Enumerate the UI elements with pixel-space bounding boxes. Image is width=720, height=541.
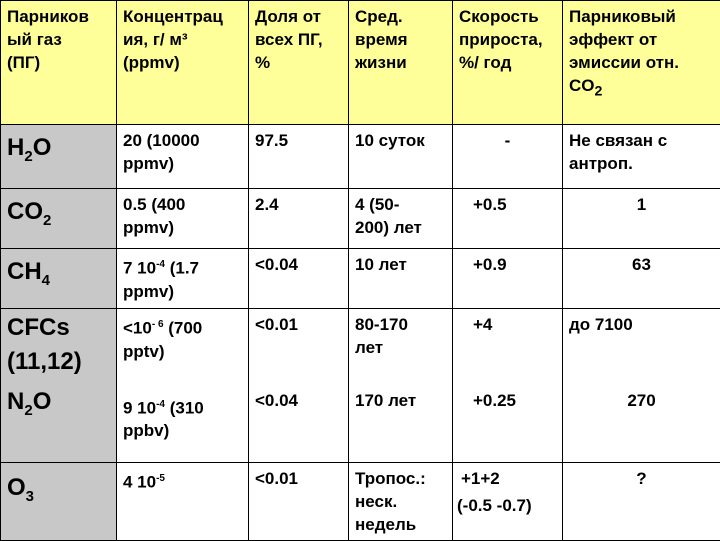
share-cell: 2.4 <box>249 189 349 249</box>
concentration-cell <box>117 249 249 309</box>
life-line: 200) лет <box>355 216 446 239</box>
conc-line: $<10^{- 6}$ (700 <box>123 313 242 340</box>
header-gas <box>1 1 117 125</box>
lifetime-cell <box>349 189 453 249</box>
conc-line: pptv) <box>123 340 242 363</box>
table-row <box>1 249 720 309</box>
growth-line: +0.5 <box>459 193 556 216</box>
conc-line: ppmv) <box>123 280 242 303</box>
conc-line: 7 $10^{-4}$ (1.7 <box>123 253 242 280</box>
gas-line: (11,12) <box>7 345 110 379</box>
effect-line: 1 <box>569 193 714 216</box>
effect-line: 63 <box>569 253 714 276</box>
conc-line: 20 (10000 <box>123 129 242 152</box>
header-life-line: время <box>355 28 446 51</box>
effect-line: Не связан с <box>569 129 714 152</box>
growth-line: - <box>459 129 556 152</box>
life-line: недель <box>355 513 446 536</box>
effect-line: 270 <box>569 389 714 412</box>
lifetime-cell <box>349 125 453 189</box>
table-row <box>1 125 720 189</box>
conc-line: 9 $10^{-4}$ (310 <box>123 393 242 420</box>
table-row <box>1 189 720 249</box>
concentration-cell <box>117 189 249 249</box>
conc-line: ppbv) <box>123 419 242 442</box>
header-conc-line: (ppmv) <box>123 51 242 74</box>
conc-line: 0.5 (400 <box>123 193 242 216</box>
life-line: 80-170 <box>355 313 446 336</box>
growth-line: (-0.5 -0.7) <box>457 494 556 517</box>
life-line: 170 лет <box>355 389 446 412</box>
conc-line: 4 $10^{-5}$ <box>123 467 242 494</box>
gas-name: $H_2O$ <box>1 125 117 189</box>
share-cell: <0.04 <box>249 249 349 309</box>
header-gas-line: ый газ <box>7 28 110 51</box>
effect-cell <box>563 249 720 309</box>
growth-cell <box>453 309 563 463</box>
conc-line: ppmv) <box>123 152 242 175</box>
table-row <box>1 463 720 541</box>
header-effect-line: $CO_2$ <box>569 74 714 103</box>
gas-name: $CO_2$ <box>1 189 117 249</box>
life-line: 4 (50- <box>355 193 446 216</box>
concentration-cell <box>117 463 249 541</box>
gas-name <box>1 309 117 463</box>
header-effect-line: эмиссии отн. <box>569 51 714 74</box>
life-line: неск. <box>355 490 446 513</box>
effect-cell <box>563 463 720 541</box>
header-effect <box>563 1 720 125</box>
gas-name: $CH_4$ <box>1 249 117 309</box>
life-line: лет <box>355 336 446 359</box>
header-share-line: всех ПГ, <box>255 28 342 51</box>
concentration-cell <box>117 309 249 463</box>
header-conc-line: ия, г/ м³ <box>123 28 242 51</box>
growth-line: +0.9 <box>459 253 556 276</box>
share-cell: 97.5 <box>249 125 349 189</box>
header-share-line: Доля от <box>255 5 342 28</box>
effect-cell <box>563 309 720 463</box>
growth-line: +1+2 <box>457 467 556 490</box>
lifetime-cell <box>349 309 453 463</box>
header-gas-line: Парников <box>7 5 110 28</box>
life-line: 10 лет <box>355 253 446 276</box>
effect-cell <box>563 125 720 189</box>
effect-cell <box>563 189 720 249</box>
gas-line: CFCs <box>7 311 110 345</box>
share-line: <0.01 <box>255 313 342 336</box>
share-cell: <0.01 <box>249 463 349 541</box>
growth-cell <box>453 463 563 541</box>
life-line: 10 суток <box>355 129 446 152</box>
concentration-cell <box>117 125 249 189</box>
header-life-line: Сред. <box>355 5 446 28</box>
growth-cell <box>453 125 563 189</box>
header-share-line: % <box>255 51 342 74</box>
growth-line: +4 <box>459 313 556 336</box>
effect-line: до 7100 <box>569 313 714 336</box>
header-effect-line: эффект от <box>569 28 714 51</box>
effect-line: ? <box>569 467 714 490</box>
table-row <box>1 309 720 463</box>
lifetime-cell <box>349 463 453 541</box>
header-conc-line: Концентрац <box>123 5 242 28</box>
header-growth-line: прироста, <box>459 28 556 51</box>
gas-name: $O_3$ <box>1 463 117 541</box>
header-growth <box>453 1 563 125</box>
header-gas-line: (ПГ) <box>7 51 110 74</box>
header-lifetime <box>349 1 453 125</box>
share-cell <box>249 309 349 463</box>
lifetime-cell <box>349 249 453 309</box>
growth-line: +0.25 <box>459 389 556 412</box>
header-row <box>1 1 720 125</box>
effect-line: антроп. <box>569 152 714 175</box>
header-effect-line: Парниковый <box>569 5 714 28</box>
header-life-line: жизни <box>355 51 446 74</box>
header-growth-line: Скорость <box>459 5 556 28</box>
life-line: Тропос.: <box>355 467 446 490</box>
conc-line: ppmv) <box>123 216 242 239</box>
header-growth-line: %/ год <box>459 51 556 74</box>
header-share <box>249 1 349 125</box>
gas-line: $N_2O$ <box>7 387 110 426</box>
share-line: <0.04 <box>255 389 342 412</box>
growth-cell <box>453 189 563 249</box>
growth-cell <box>453 249 563 309</box>
header-concentration <box>117 1 249 125</box>
